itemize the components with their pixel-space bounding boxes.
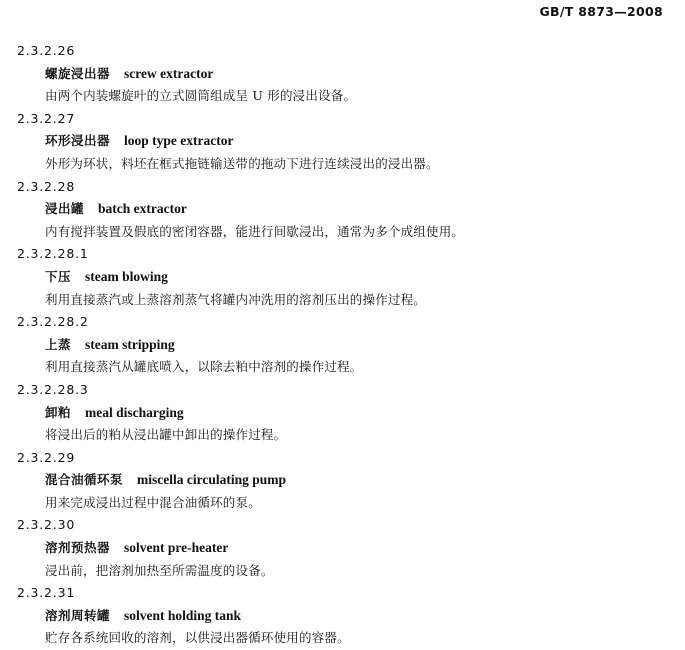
term-chinese: 下压: [45, 268, 72, 284]
entry-term: [17, 266, 675, 289]
entry-term: [17, 198, 675, 221]
entry-definition: 浸出前，把溶剂加热至所需温度的设备。: [45, 562, 274, 578]
term-entries: [17, 40, 675, 650]
entry-number: 2.3.2.28.2: [17, 314, 89, 330]
entry-number: 2.3.2.28.3: [17, 381, 89, 397]
term-english: meal discharging: [85, 404, 184, 420]
term-chinese: 螺旋浸出器: [45, 65, 111, 81]
term-english: steam blowing: [85, 268, 168, 284]
entry-number: 2.3.2.28.1: [17, 246, 89, 262]
term-chinese: 上蒸: [45, 336, 72, 352]
term-english: screw extractor: [124, 65, 214, 81]
term-english: loop type extractor: [124, 133, 234, 149]
term-chinese: 溶剂周转罐: [45, 607, 111, 623]
entry-number: 2.3.2.26: [17, 43, 76, 58]
entry-term: [17, 334, 675, 357]
term-english: steam stripping: [85, 336, 175, 352]
entry-definition: 由两个内装螺旋叶的立式圆筒组成呈 U 形的浸出设备。: [45, 88, 357, 104]
term-entry: [17, 243, 675, 311]
entry-term: [17, 605, 675, 628]
entry-number: 2.3.2.29: [17, 449, 76, 465]
term-chinese: 浸出罐: [45, 201, 85, 217]
entry-definition: 外形为环状，料坯在框式拖链输送带的拖动下进行连续浸出的浸出器。: [45, 155, 439, 171]
term-entry: [17, 379, 675, 447]
term-entry: [17, 40, 675, 108]
entry-number: 2.3.2.28: [17, 178, 76, 194]
entry-definition: 贮存各系统回收的溶剂，以供浸出器循环使用的容器。: [45, 630, 350, 646]
entry-term: [17, 63, 675, 86]
standard-code-header: GB/T 8873—2008: [539, 4, 663, 19]
entry-term: [17, 130, 675, 153]
term-chinese: 溶剂预热器: [45, 540, 111, 556]
term-entry: [17, 514, 675, 582]
term-english: batch extractor: [98, 201, 187, 217]
term-english: miscella circulating pump: [137, 472, 287, 488]
term-english: solvent pre-heater: [124, 540, 229, 556]
term-english: solvent holding tank: [124, 607, 242, 623]
term-chinese: 卸粕: [45, 404, 72, 420]
entry-definition: 利用直接蒸汽从罐底喷入，以除去粕中溶剂的操作过程。: [45, 359, 363, 375]
term-entry: [17, 447, 675, 515]
term-entry: [17, 582, 675, 650]
term-entry: [17, 108, 675, 176]
entry-definition: 用来完成浸出过程中混合油循环的泵。: [45, 494, 261, 510]
entry-number: 2.3.2.27: [17, 110, 76, 126]
entry-number: 2.3.2.30: [17, 517, 76, 533]
term-chinese: 混合油循环泵: [45, 472, 124, 488]
entry-definition: 利用直接蒸汽或上蒸溶剂蒸气将罐内冲洗用的溶剂压出的操作过程。: [45, 291, 427, 307]
entry-term: [17, 537, 675, 560]
term-chinese: 环形浸出器: [45, 133, 111, 149]
entry-number: 2.3.2.31: [17, 585, 76, 601]
entry-definition: 将浸出后的粕从浸出罐中卸出的操作过程。: [45, 427, 287, 443]
term-entry: [17, 311, 675, 379]
term-entry: [17, 176, 675, 244]
entry-definition: 内有搅拌装置及假底的密闭容器，能进行间歇浸出，通常为多个成组使用。: [45, 223, 465, 239]
entry-term: [17, 469, 675, 492]
entry-term: [17, 402, 675, 425]
